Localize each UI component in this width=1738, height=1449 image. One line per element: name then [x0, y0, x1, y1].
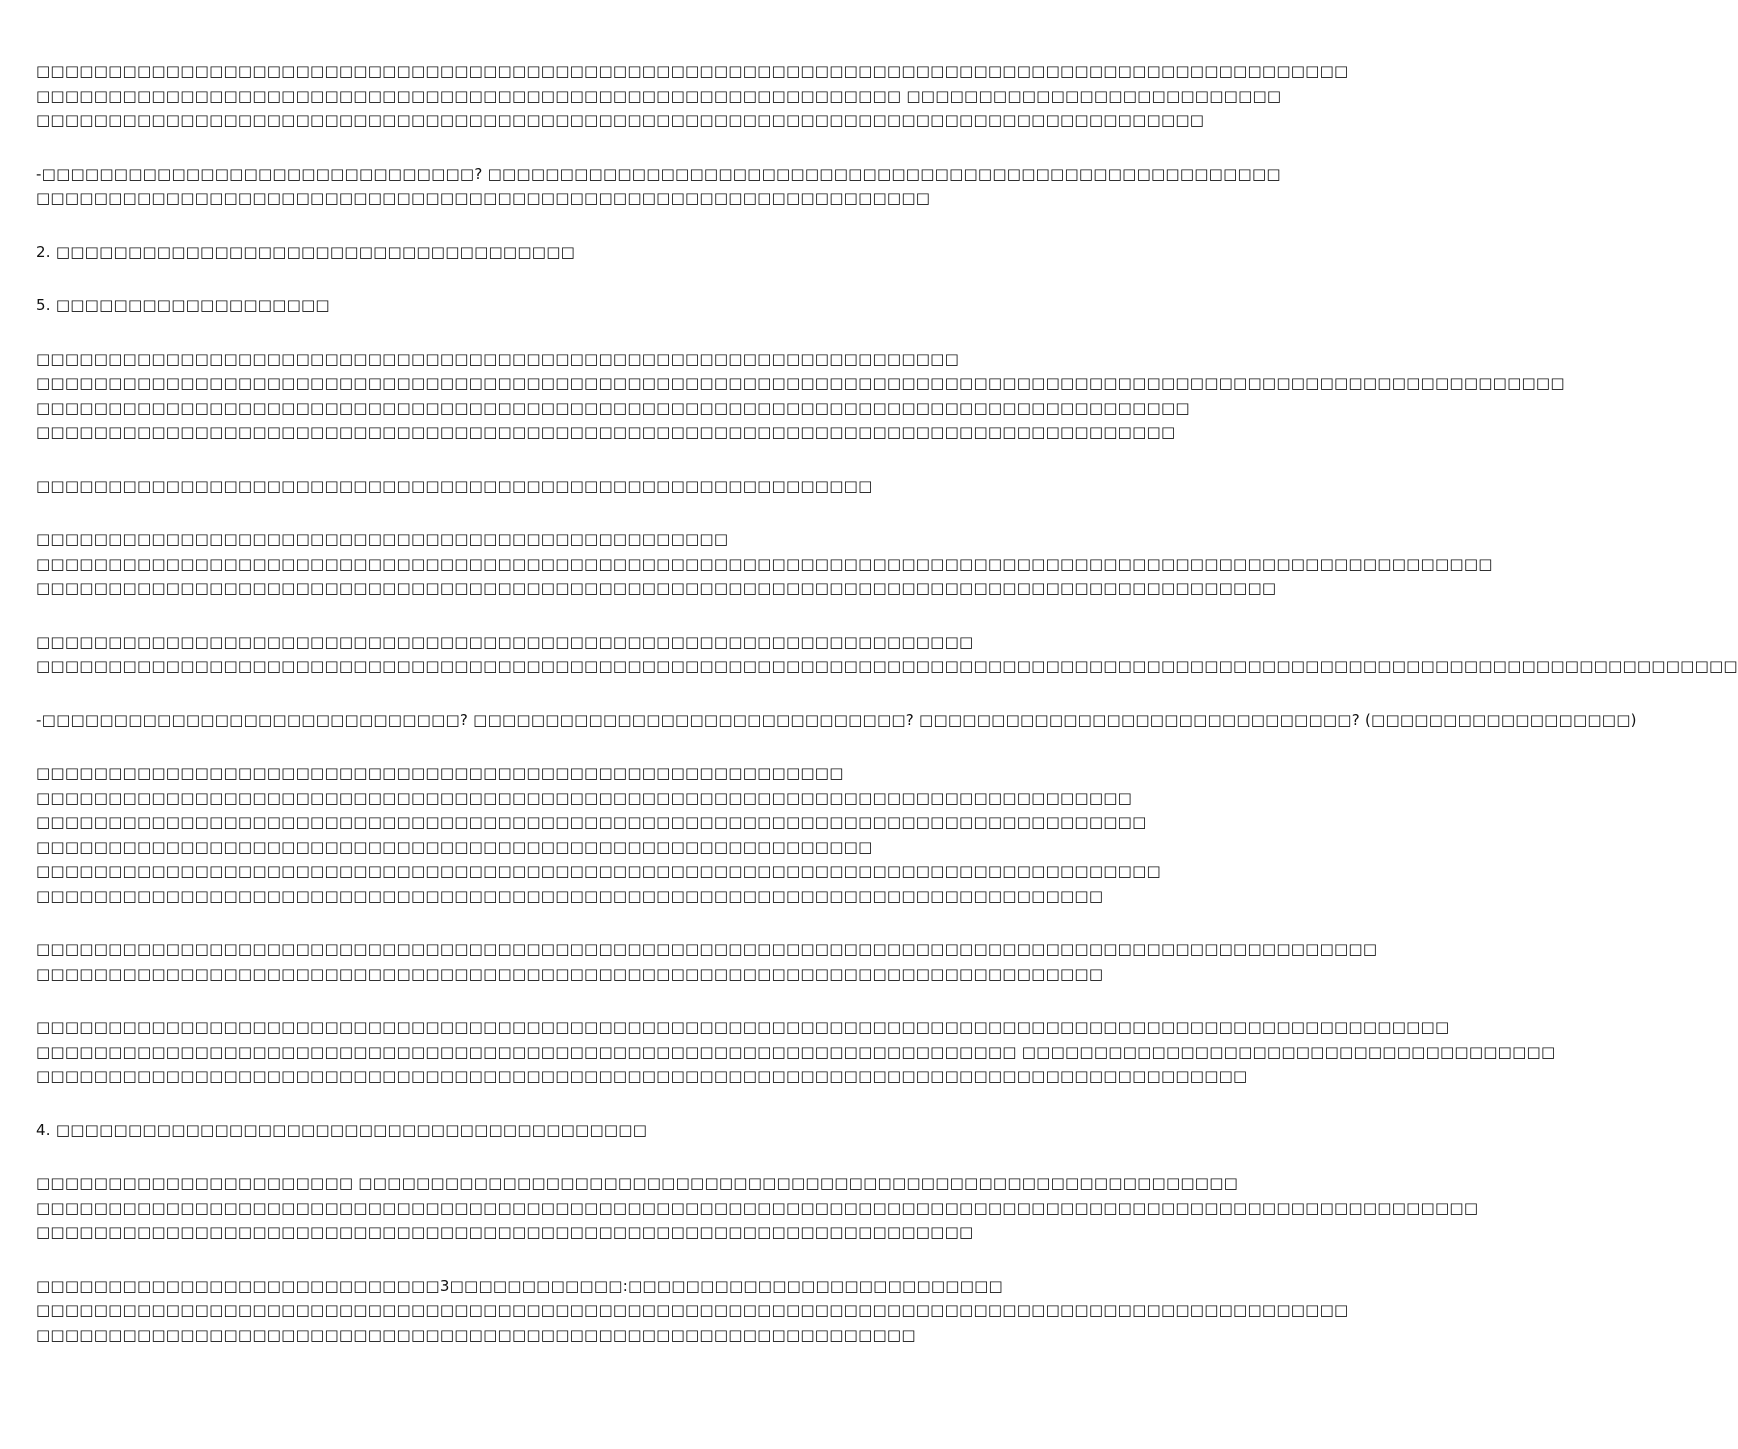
text-line: □□□□□□□□□□□□□□□□□□□□□□□□□□□□□□□□□□□□□□□□□□□□□□□□□□□□□□□□□□□□□□□□□□□□□□□□□□□□□□□□□□□□ — [36, 1067, 1248, 1085]
text-line: □□□□□□□□□□□□□□□□□□□□□□ □□□□□□□□□□□□□□□□□□□□□□□□□□□□□□□□□□□□□□□□□□□□□□□□□□□□□□□□□□□□□ — [36, 1174, 1239, 1192]
text-line: □□□□□□□□□□□□□□□□□□□□□□□□□□□□□□□□□□□□□□□□□□□□□□□□□□□□□□□□□□□□□□□□□□□□□□□□□□□□□ — [36, 813, 1147, 831]
paragraph — [36, 474, 988, 499]
text-line: □□□□□□□□□□□□□□□□□□□□□□□□□□□□□□□□□□□□□□□□□□□□□□□□□□□□□□□□□□□□□ — [36, 1325, 916, 1344]
paragraph — [36, 240, 988, 265]
text-line: □□□□□□□□□□□□□□□□□□□□□□□□□□□□3□□□□□□□□□□□□:□□□□□□□□□□□□□□□□□□□□□□□□□□ — [36, 1276, 1003, 1295]
paragraph — [36, 937, 1378, 986]
text-line: □□□□□□□□□□□□□□□□□□□□□□□□□□□□□□□□□□□□□□□□□□□□□□□□□□□□□□□□□□□□□□□□□□□□□□□□□□□□ — [36, 788, 1133, 807]
text-line: 2. □□□□□□□□□□□□□□□□□□□□□□□□□□□□□□□□□□□□ — [36, 242, 576, 261]
text-line: □□□□□□□□□□□□□□□□□□□□□□□□□□□□□□□□□□□□□□□□□□□□□□□□□□□□□□□□□□□□□□□□□□□□□□□□□□□□□□□□□ — [36, 111, 1205, 129]
text-line: □□□□□□□□□□□□□□□□□□□□□□□□□□□□□□□□□□□□□□□□□□□□□□□□□□□□□□□□□□□□□□□□□□□□□□□□□□□□□□□□□□□□□□□□□□□□□□□□□□□□ — [36, 1198, 1479, 1217]
text-line: 5. □□□□□□□□□□□□□□□□□□□ — [36, 296, 330, 314]
text-line: □□□□□□□□□□□□□□□□□□□□□□□□□□□□□□□□□□□□□□□□□□□□□□□□□□□□□□□□□□□□□□□□□□□□□□□□□□□□□□□□□□□□□□□□□□□□□□□□□□□□□ — [36, 554, 1493, 573]
paragraph — [36, 59, 1349, 133]
text-line: □□□□□□□□□□□□□□□□□□□□□□□□□□□□□□□□□□□□□□□□□□□□□□□□□□□□□□□□□□□□□□□□□□□□□□□□□□ — [36, 886, 1104, 905]
text-line: □□□□□□□□□□□□□□□□□□□□□□□□□□□□□□□□□□□□□□□□□□□□□□□□□□□□□□□□□□□□□□□□□ — [36, 1223, 974, 1241]
text-line: □□□□□□□□□□□□□□□□□□□□□□□□□□□□□□□□□□□□□□□□□□□□□□□□□□□□□□□□□□□□□□ — [36, 189, 931, 207]
text-line: □□□□□□□□□□□□□□□□□□□□□□□□□□□□□□□□□□□□□□□□□□□□□□□□□□□□□□□□□□□□□□□□□□□□□□□□□□□□□□□□□□□□□□□□□□□□□□□□□□□□□□□□□□□□□□□□□□□□□□ — [36, 657, 1738, 675]
text-line: -□□□□□□□□□□□□□□□□□□□□□□□□□□□□□□? □□□□□□□□□□□□□□□□□□□□□□□□□□□□□□□□□□□□□□□□□□□□□□□□□□□□□□□ — [36, 164, 1281, 183]
text-line: □□□□□□□□□□□□□□□□□□□□□□□□□□□□□□□□□□□□□□□□□□□□□□□□□□□□□□□□□□□□□□□□□□□□□□□□□□ — [36, 964, 1104, 983]
paragraph — [36, 761, 1161, 908]
text-line: □□□□□□□□□□□□□□□□□□□□□□□□□□□□□□□□□□□□□□□□□□□□□□□□□□□□□□□□□□□□□□□□□□□□ □□□□□□□□□□□□□□□□□□□□□□□□□□□□□□□□□□□□□ — [36, 1042, 1556, 1061]
text-line: □□□□□□□□□□□□□□□□□□□□□□□□□□□□□□□□□□□□□□□□□□□□□□□□□□□□□□□□□□ — [36, 476, 873, 495]
text-line: □□□□□□□□□□□□□□□□□□□□□□□□□□□□□□□□□□□□□□□□□□□□□□□□□□□□□□□□□□□□□□□□□□□□□□□□□□□□□□□□□□□□□□□□□□□□□□□□□□□□□□□□□□ — [36, 374, 1565, 392]
text-line: □□□□□□□□□□□□□□□□□□□□□□□□□□□□□□□□□□□□□□□□□□□□□□□□□□□□□□□□□□□□□□□□□□□□□□□□□□□□□□□□□□□□□□□□□□□ — [36, 1301, 1349, 1319]
text-line: □□□□□□□□□□□□□□□□□□□□□□□□□□□□□□□□□□□□□□□□□□□□□□□□□□□□□□□□ — [36, 764, 844, 782]
paragraph — [36, 162, 1281, 211]
paragraph — [36, 293, 988, 318]
text-line: □□□□□□□□□□□□□□□□□□□□□□□□□□□□□□□□□□□□□□□□□□□□□□□□□□□□□□□□□□□□□□□□□□□□□□□□□□□□□□□□□□□□□□□□□□□ — [36, 62, 1349, 80]
paragraph — [36, 1015, 1556, 1089]
text-line: □□□□□□□□□□□□□□□□□□□□□□□□□□□□□□□□□□□□□□□□□□□□□□□□□□□□□□□□□□□□□□□□ — [36, 349, 960, 368]
text-line: 4. □□□□□□□□□□□□□□□□□□□□□□□□□□□□□□□□□□□□□□□□□ — [36, 1120, 648, 1139]
paragraph — [36, 1274, 1349, 1348]
paragraph — [36, 347, 1565, 445]
text-line: -□□□□□□□□□□□□□□□□□□□□□□□□□□□□□? □□□□□□□□□□□□□□□□□□□□□□□□□□□□□□? □□□□□□□□□□□□□□□□□□□□□□□□□□□□□□? (□□□□□□□□□□□□□□□□□□) — [36, 710, 1637, 729]
text-line: □□□□□□□□□□□□□□□□□□□□□□□□□□□□□□□□□□□□□□□□□□□□□□□□□□□□□□□□□□ — [36, 837, 873, 856]
paragraph — [36, 1171, 1479, 1245]
paragraph — [36, 708, 1637, 733]
text-line: □□□□□□□□□□□□□□□□□□□□□□□□□□□□□□□□□□□□□□□□□□□□□□□□ — [36, 530, 729, 548]
text-line: □□□□□□□□□□□□□□□□□□□□□□□□□□□□□□□□□□□□□□□□□□□□□□□□□□□□□□□□□□□□□□□□□□□□□□□□□□□□□□□□□□□□□□□□□□□□□□□□□□ — [36, 1018, 1450, 1036]
text-line: □□□□□□□□□□□□□□□□□□□□□□□□□□□□□□□□□□□□□□□□□□□□□□□□□□□□□□□□□□□□□□□□□□□□□□□□□□□□□□ — [36, 862, 1161, 880]
paragraph — [36, 630, 1738, 679]
text-line: □□□□□□□□□□□□□□□□□□□□□□□□□□□□□□□□□□□□□□□□□□□□□□□□□□□□□□□□□□□□□□□□□□□□□□□□□□□□□□□□ — [36, 398, 1190, 417]
paragraph — [36, 527, 1493, 601]
text-line: □□□□□□□□□□□□□□□□□□□□□□□□□□□□□□□□□□□□□□□□□□□□□□□□□□□□□□□□□□□□□□□□□□□□□□□□□□□□□□□□□□□□□□ — [36, 579, 1277, 597]
paragraph — [36, 1118, 988, 1143]
text-line: □□□□□□□□□□□□□□□□□□□□□□□□□□□□□□□□□□□□□□□□□□□□□□□□□□□□□□□□□□□□□□□□□□□□□□□□□□□□□□□ — [36, 423, 1176, 441]
text-line: □□□□□□□□□□□□□□□□□□□□□□□□□□□□□□□□□□□□□□□□□□□□□□□□□□□□□□□□□□□□□□□□□□□□□□□□□□□□□□□□□□□□□□□□□□□□□ — [36, 940, 1378, 958]
text-line: □□□□□□□□□□□□□□□□□□□□□□□□□□□□□□□□□□□□□□□□□□□□□□□□□□□□□□□□□□□□□□□□□ — [36, 632, 974, 651]
text-line: □□□□□□□□□□□□□□□□□□□□□□□□□□□□□□□□□□□□□□□□□□□□□□□□□□□□□□□□□□□□ □□□□□□□□□□□□□□□□□□□□□□□□□□ — [36, 86, 1282, 105]
